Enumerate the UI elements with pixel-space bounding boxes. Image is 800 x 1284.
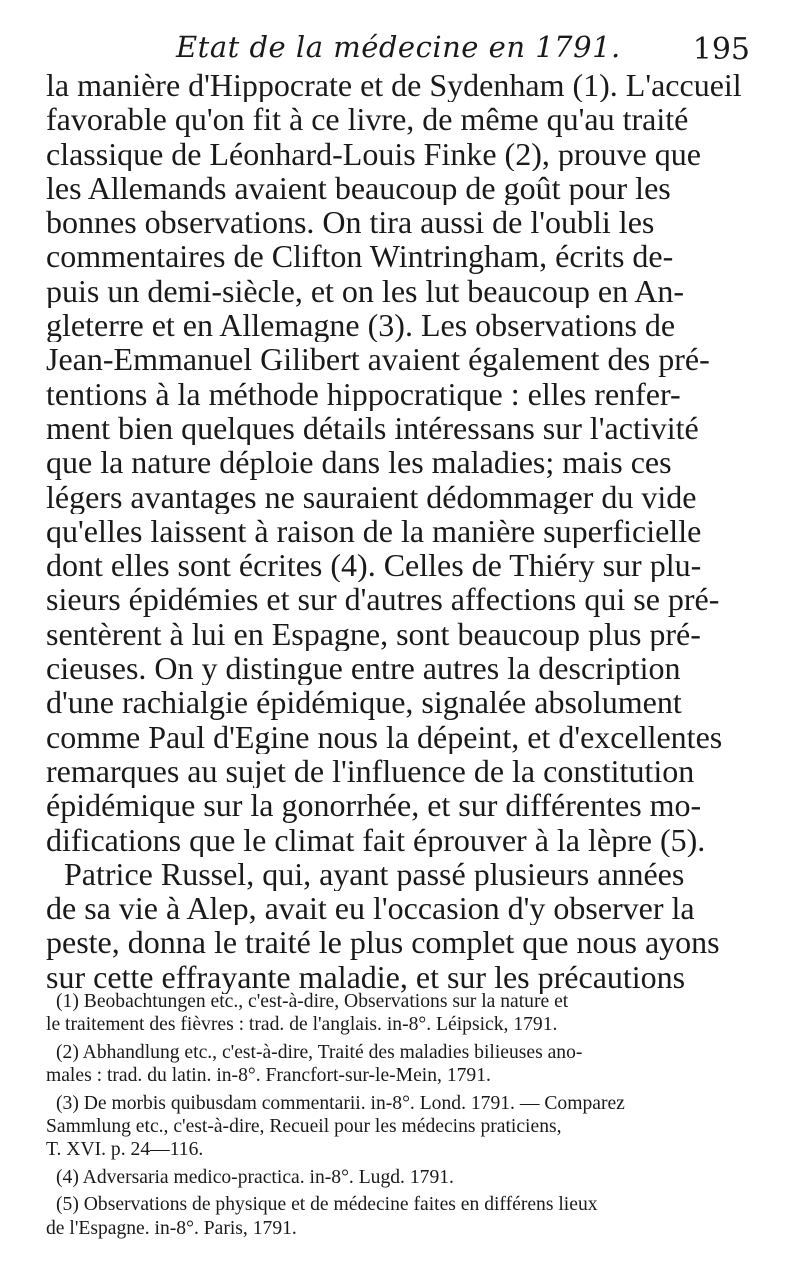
footnote-line: (1) Beobachtungen etc., c'est-à-dire, Observations sur la nature et (56, 991, 569, 1012)
text-line: difications que le climat fait éprouver à la lèpre (5). (46, 822, 706, 857)
text-line: sieurs épidémies et sur d'autres affections qui se pré- (46, 582, 720, 617)
footnote-line: males : trad. du latin. in-8°. Francfort-sur-le-Mein, 1791. (46, 1065, 491, 1087)
text-line: puis un demi-siècle, et on les lut beaucoup en An- (46, 273, 685, 309)
text-line: que la nature déploie dans les maladies; mais ces (46, 445, 672, 480)
footnote-5 (46, 1193, 770, 1240)
paragraph-start-line: Patrice Russel, qui, ayant passé plusieurs années (64, 856, 685, 892)
text-line: bonnes observations. On tira aussi de l'oubli les (46, 205, 655, 240)
running-title: Etat de la médecine en 1791. (176, 30, 621, 64)
text-line: sentèrent à lui en Espagne, sont beaucoup plus pré- (46, 616, 701, 652)
text-line: peste, donna le traité le plus complet que nous ayons (46, 925, 720, 960)
text-line: la manière d'Hippocrate et de Sydenham (1). L'accueil (46, 68, 742, 103)
footnote-line: (4) Adversaria medico-practica. in-8°. Lugd. 1791. (56, 1166, 454, 1188)
footnote-line: de l'Espagne. in-8°. Paris, 1791. (46, 1217, 297, 1239)
footnotes (46, 990, 770, 1244)
text-line: ment bien quelques détails intéressans sur l'activité (46, 410, 699, 446)
text-line: dont elles sont écrites (4). Celles de Thiéry sur plu- (46, 548, 702, 583)
footnote-1 (46, 990, 770, 1037)
text-line: favorable qu'on fit à ce livre, de même qu'au traité (46, 102, 689, 137)
text-line: les Allemands avaient beaucoup de goût pour les (46, 170, 671, 206)
text-line: légers avantages ne sauraient dédommager du vide (46, 479, 697, 514)
text-line: Jean-Emmanuel Gilibert avaient également des pré- (46, 342, 710, 377)
text-line: cieuses. On y distingue entre autres la description (46, 651, 681, 686)
footnote-line: T. XVI. p. 24—116. (46, 1139, 204, 1161)
footnote-line: le traitement des fièvres : trad. de l'anglais. in-8°. Léipsick, 1791. (46, 1014, 558, 1036)
text-line: tentions à la méthode hippocratique : elles renfer- (46, 376, 681, 411)
text-line: comme Paul d'Egine nous la dépeint, et d'excellentes (46, 719, 723, 754)
text-line: épidémique sur la gonorrhée, et sur différentes mo- (46, 788, 702, 823)
text-line: de sa vie à Alep, avait eu l'occasion d'y observer la (46, 891, 695, 926)
text-line: remarques au sujet de l'influence de la constitution (46, 753, 695, 789)
text-line: commentaires de Clifton Wintringham, écrits de- (46, 239, 674, 274)
text-line: qu'elles laissent à raison de la manière superficielle (46, 513, 702, 549)
footnote-2 (46, 1041, 770, 1088)
footnote-4 (46, 1166, 770, 1189)
text-line: d'une rachialgie épidémique, signalée absolument (46, 685, 682, 720)
text-line: gleterre et en Allemagne (3). Les observations de (46, 308, 676, 343)
text-line: classique de Léonhard-Louis Finke (2), prouve que (46, 136, 701, 171)
footnote-3 (46, 1092, 770, 1162)
footnote-line: Sammlung etc., c'est-à-dire, Recueil pour les médecins praticiens, (46, 1116, 562, 1138)
running-head (46, 22, 760, 68)
page-number: 195 (692, 32, 750, 67)
footnote-line: (3) De morbis quibusdam commentarii. in-8°. Lond. 1791. — Comparez (56, 1092, 625, 1114)
text-line: sur cette effrayante maladie, et sur les précautions (46, 959, 686, 995)
footnote-line: (2) Abhandlung etc., c'est-à-dire, Traité des maladies bilieuses ano- (56, 1041, 583, 1063)
main-text (46, 68, 760, 994)
footnote-line: (5) Observations de physique et de médecine faites en différens lieux (56, 1194, 598, 1216)
